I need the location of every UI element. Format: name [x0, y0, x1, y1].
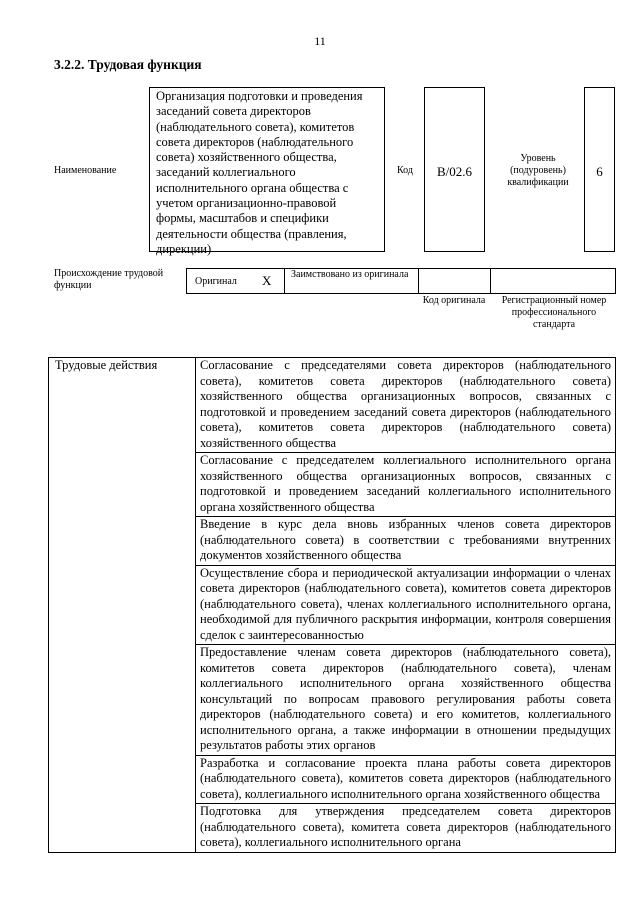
labor-actions-table: [48, 357, 616, 853]
action-item: Введение в курс дела вновь избранных членов совета директоров (наблюдательного совета) в соответствии с требованиями внутренних документов хозяйственного общества: [196, 517, 616, 566]
action-item: Разработка и согласование проекта плана работы совета директоров (наблюдательного совета), комитетов совета директоров (наблюдательного совета), коллегиального исполнительного органа хозяйственного общества: [196, 755, 616, 804]
action-item: Согласование с председателями совета директоров (наблюдательного совета), комитетов совета директоров (наблюдательного совета) хозяйственного общества организационных вопросов, связанных с подготовкой и проведением заседаний совета директоров (наблюдательного совета), комитетов совета директоров (наблюдательного совета) хозяйственного общества: [196, 358, 616, 453]
name-label: Наименование: [54, 165, 117, 176]
actions-label: Трудовые действия: [49, 358, 196, 853]
section-heading: 3.2.2. Трудовая функция: [54, 57, 202, 72]
level-box: [584, 87, 615, 252]
origin-label: Происхождение трудовой функции: [54, 268, 164, 291]
origin-row: [186, 268, 616, 294]
table-row: [49, 358, 616, 453]
action-item: Согласование с председателем коллегиального исполнительного органа хозяйственного общества организационных вопросов, связанных с подготовкой и проведением заседаний коллегиального исполнительного органа хозяйственного общества: [196, 453, 616, 517]
code-value: B/02.6: [436, 164, 473, 179]
reg-number-cell: [491, 269, 615, 293]
reg-number-caption: Регистрационный номер профессионального стандарта: [501, 295, 607, 330]
borrowed-label: Заимствовано из оригинала: [291, 269, 409, 280]
code-original-caption: Код оригинала: [422, 295, 486, 306]
level-label: Уровень (подуровень) квалификации: [507, 153, 569, 188]
function-name-box: Организация подготовки и проведения заседаний совета директоров (наблюдательного совета), комитетов совета директоров (наблюдательного совета) хозяйственного общества, заседаний коллегиального исполнительного органа общества с учетом организационно-правовой формы, масштабов и специфики деятельности общества (правления, дирекции): [149, 87, 385, 252]
level-value: 6: [596, 164, 603, 179]
page-number: 11: [314, 34, 326, 48]
original-cell: [187, 269, 285, 293]
code-label: Код: [397, 165, 413, 176]
action-item: Осуществление сбора и периодической актуализации информации о членах совета директоров (наблюдательного совета), комитетов совета директоров (наблюдательного совета), членах коллегиального исполнительного органа, необходимой для публичного раскрытия информации, контроля совершения сделок с заинтересованностью: [196, 565, 616, 645]
action-item: Подготовка для утверждения председателем совета директоров (наблюдательного совета), комитета совета директоров (наблюдательного совета), коллегиального исполнительного органа: [196, 804, 616, 853]
code-original-cell: [419, 269, 491, 293]
code-box: [424, 87, 485, 252]
action-item: Предоставление членам совета директоров (наблюдательного совета), комитетов совета директоров (наблюдательного совета), членам коллегиального исполнительного органа хозяйственного общества консультаций по вопросам правового регулирования работы совета директоров (наблюдательного совета) и его комитетов, коллегиального исполнительного органа, а также информации в отношении предыдущих результатов работы этих органов: [196, 645, 616, 756]
original-label: Оригинал: [195, 276, 237, 287]
borrowed-cell: [285, 269, 419, 293]
original-mark: X: [262, 273, 272, 288]
